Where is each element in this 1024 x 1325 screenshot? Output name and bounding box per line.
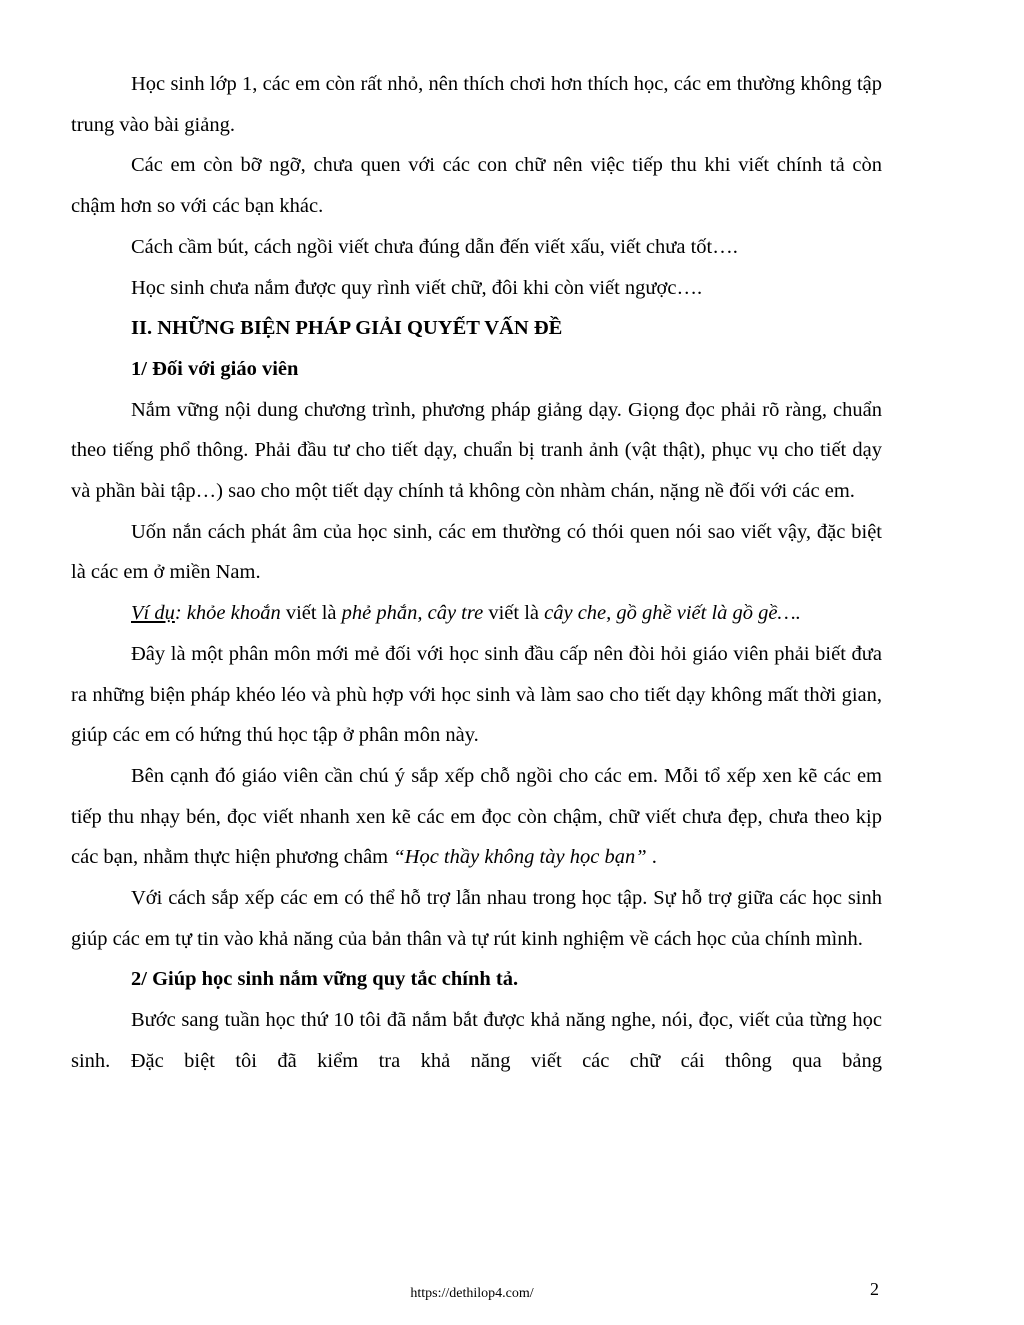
paragraph: Bước sang tuần học thứ 10 tôi đã nắm bắt được khả năng nghe, nói, đọc, viết của từng học sinh. Đặc biệt tôi đã kiểm tra khả năng viết các chữ cái thông qua bảng [71, 1009, 882, 1072]
paragraph: Học sinh lớp 1, các em còn rất nhỏ, nên thích chơi hơn thích học, các em thường không tập trung vào bài giảng. [71, 73, 882, 136]
paragraph: Học sinh chưa nắm được quy rình viết chữ, đôi khi còn viết ngược…. [131, 276, 703, 299]
example-label: Ví dụ [131, 602, 175, 625]
paragraph: Đây là một phân môn mới mẻ đối với học sinh đầu cấp nên đòi hỏi giáo viên phải biết đưa ra những biện pháp khéo léo và phù hợp với học sinh và làm sao cho tiết dạy không mất thời gian, giúp các em có hứng thú học tập ở phân môn này. [71, 642, 882, 747]
example-text: phẻ phắn, cây tre [341, 602, 484, 625]
example-text: : khỏe khoắn [174, 602, 281, 625]
paragraph: Với cách sắp xếp các em có thể hỗ trợ lẫn nhau trong học tập. Sự hỗ trợ giữa các học sinh giúp các em tự tin vào khả năng của bản thân và tự rút kinh nghiệm về cách học của chính mình. [71, 887, 882, 950]
sub-heading: 2/ Giúp học sinh nắm vững quy tắc chính tả. [131, 968, 519, 991]
paragraph [71, 756, 882, 878]
example-paragraph [71, 593, 882, 634]
paragraph: Nắm vững nội dung chương trình, phương pháp giảng dạy. Giọng đọc phải rõ ràng, chuẩn theo tiếng phổ thông. Phải đầu tư cho tiết dạy, chuẩn bị tranh ảnh (vật thật), phục vụ cho tiết dạy và phần bài tập…) sao cho một tiết dạy chính tả không còn nhàm chán, nặng nề đối với các em. [71, 398, 882, 503]
section-heading: II. NHỮNG BIỆN PHÁP GIẢI QUYẾT VẤN ĐỀ [131, 317, 563, 340]
paragraph-text: . [646, 846, 657, 869]
quote-text: “Học thầy không tày học bạn” [393, 846, 647, 869]
paragraph: Uốn nắn cách phát âm của học sinh, các em thường có thói quen nói sao viết vậy, đặc biệt là các em ở miền Nam. [71, 520, 882, 584]
paragraph-text: Bên cạnh đó giáo viên cần chú ý sắp xếp chỗ ngồi cho các em. Mỗi tổ xếp xen kẽ các em tiếp thu nhạy bén, đọc viết nhanh xen kẽ các em đọc còn chậm, chữ viết chưa đẹp, chưa theo kịp các bạn, nhằm thực hiện phương châm [71, 764, 882, 869]
example-text: viết là [280, 602, 342, 625]
document-body [71, 64, 882, 1082]
paragraph: Cách cầm bút, cách ngồi viết chưa đúng dẫn đến viết xấu, viết chưa tốt…. [131, 235, 738, 258]
sub-heading: 1/ Đối với giáo viên [131, 357, 299, 380]
paragraph: Các em còn bỡ ngỡ, chưa quen với các con chữ nên việc tiếp thu khi viết chính tả còn chậm hơn so với các bạn khác. [71, 154, 882, 218]
page-number: 2 [870, 1279, 879, 1299]
example-text: viết là [483, 602, 545, 625]
footer-url[interactable]: https://dethilop4.com/ [410, 1286, 534, 1301]
example-text: cây che, gồ ghề viết là gồ gề…. [544, 602, 801, 625]
